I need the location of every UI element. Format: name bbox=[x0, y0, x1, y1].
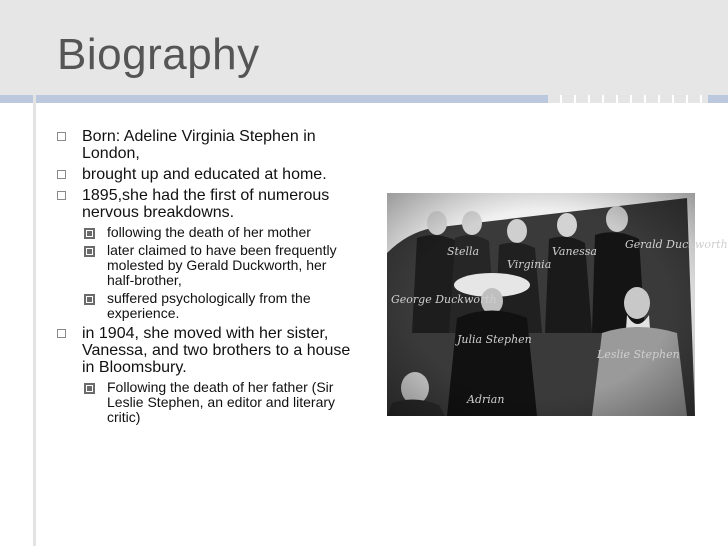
filled-square-bullet-icon bbox=[84, 294, 95, 305]
square-bullet-icon bbox=[57, 170, 66, 179]
sub-bullet-item bbox=[57, 225, 357, 240]
sub-bullet-list bbox=[57, 225, 357, 321]
bullet-item bbox=[57, 325, 357, 376]
bullet-text: brought up and educated at home. bbox=[82, 166, 327, 183]
square-bullet-icon bbox=[57, 191, 66, 200]
square-bullet-icon bbox=[57, 329, 66, 338]
sub-bullet-item bbox=[57, 243, 357, 288]
bullet-text: in 1904, she moved with her sister, Vanessa, and two brothers to a house in Bloomsbury. bbox=[82, 325, 351, 376]
filled-square-bullet-icon bbox=[84, 228, 95, 239]
filled-square-bullet-icon bbox=[84, 383, 95, 394]
filled-square-bullet-icon bbox=[84, 246, 95, 257]
sub-bullet-item bbox=[57, 291, 357, 321]
family-photo bbox=[387, 193, 728, 416]
bullet-item bbox=[57, 128, 357, 162]
bullet-text: Born: Adeline Virginia Stephen in London, bbox=[82, 128, 316, 162]
bullet-text: 1895,she had the first of numerous nervous breakdowns. bbox=[82, 187, 330, 221]
photo-caption-george: George Duckworth bbox=[391, 293, 497, 306]
sub-bullet-text: later claimed to have been frequently molested by Gerald Duckworth, her half-brother, bbox=[107, 242, 337, 288]
sub-bullet-text: suffered psychologically from the experience. bbox=[107, 290, 311, 321]
left-accent-stripe bbox=[33, 95, 36, 546]
photo-caption-adrian: Adrian bbox=[467, 393, 505, 406]
square-bullet-icon bbox=[57, 132, 66, 141]
sub-bullet-item bbox=[57, 380, 357, 425]
slide-title: Biography bbox=[57, 30, 260, 79]
bullet-item bbox=[57, 166, 357, 183]
photo-caption-leslie: Leslie Stephen bbox=[597, 348, 680, 361]
photo-caption-vanessa: Vanessa bbox=[552, 245, 597, 258]
family-photo-drawing bbox=[387, 193, 728, 416]
bullet-list bbox=[57, 128, 357, 429]
decorative-stripes bbox=[548, 95, 708, 103]
photo-caption-virginia: Virginia bbox=[507, 258, 552, 271]
sub-bullet-text: following the death of her mother bbox=[107, 224, 311, 240]
photo-caption-stella: Stella bbox=[447, 245, 480, 258]
sub-bullet-list bbox=[57, 380, 357, 425]
photo-caption-gerald: Gerald Duckworth bbox=[625, 238, 728, 251]
sub-bullet-text: Following the death of her father (Sir Leslie Stephen, an editor and literary critic) bbox=[107, 379, 336, 425]
photo-caption-julia: Julia Stephen bbox=[457, 333, 532, 346]
bullet-item bbox=[57, 187, 357, 221]
